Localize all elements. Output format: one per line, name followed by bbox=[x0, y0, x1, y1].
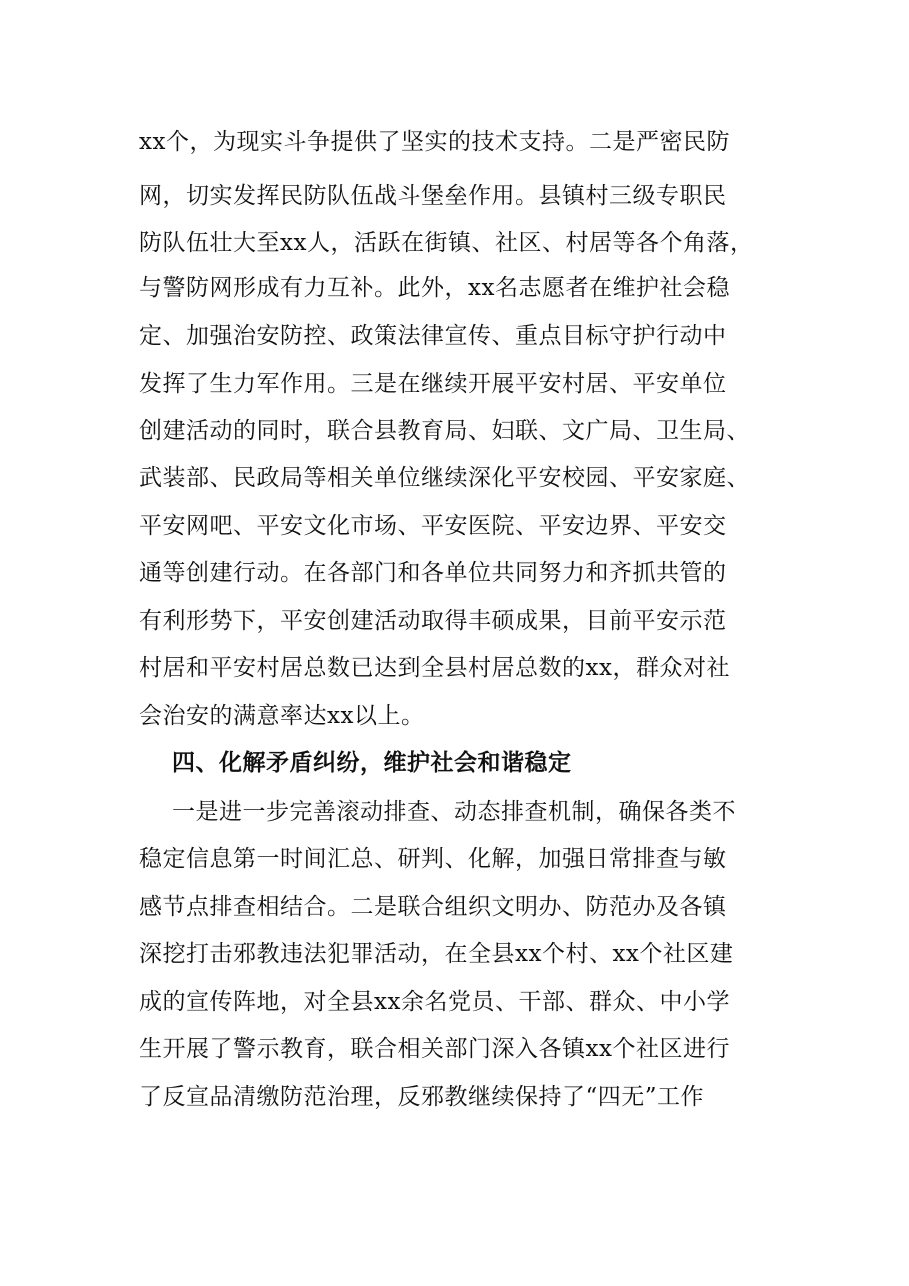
paragraph-line: 定、加强治安防控、政策法律宣传、重点目标守护行动中 bbox=[139, 323, 727, 349]
paragraph-line: 了反宣品清缴防范治理，反邪教继续保持了“四无”工作 bbox=[139, 1084, 705, 1110]
paragraph-line: 稳定信息第一时间汇总、研判、化解，加强日常排查与敏 bbox=[139, 846, 727, 872]
paragraph-line: xx个，为现实斗争提供了坚实的技术支持。二是严密民防 bbox=[139, 129, 730, 155]
paragraph-line: 生开展了警示教育，联合相关部门深入各镇xx个社区进行 bbox=[139, 1036, 730, 1062]
paragraph-line: 有利形势下，平安创建活动取得丰硕成果，目前平安示范 bbox=[139, 608, 727, 634]
section-heading: 四、化解矛盾纠纷，维护社会和谐稳定 bbox=[172, 750, 572, 776]
paragraph-line: 发挥了生力军作用。三是在继续开展平安村居、平安单位 bbox=[139, 371, 727, 397]
paragraph-line: 网，切实发挥民防队伍战斗堡垒作用。县镇村三级专职民 bbox=[139, 183, 727, 209]
paragraph-line: 平安网吧、平安文化市场、平安医院、平安边界、平安交 bbox=[139, 513, 727, 539]
paragraph-line: 深挖打击邪教违法犯罪活动，在全县xx个村、xx个社区建 bbox=[139, 941, 734, 967]
paragraph-line: 感节点排查相结合。二是联合组织文明办、防范办及各镇 bbox=[139, 894, 727, 920]
paragraph-line: 会治安的满意率达xx以上。 bbox=[139, 703, 425, 729]
paragraph-line: 创建活动的同时，联合县教育局、妇联、文广局、卫生局、 bbox=[139, 418, 750, 444]
paragraph-line: 一是进一步完善滚动排查、动态排查机制，确保各类不 bbox=[172, 799, 736, 825]
paragraph-line: 成的宣传阵地，对全县xx余名党员、干部、群众、中小学 bbox=[139, 989, 730, 1015]
paragraph-line: 防队伍壮大至xx人，活跃在街镇、社区、村居等各个角落， bbox=[139, 230, 754, 256]
paragraph-line: 与警防网形成有力互补。此外，xx名志愿者在维护社会稳 bbox=[139, 275, 730, 301]
paragraph-line: 通等创建行动。在各部门和各单位共同努力和齐抓共管的 bbox=[139, 560, 727, 586]
paragraph-line: 村居和平安村居总数已达到全县村居总数的xx，群众对社 bbox=[139, 655, 730, 681]
paragraph-line: 武装部、民政局等相关单位继续深化平安校园、平安家庭、 bbox=[139, 465, 750, 491]
